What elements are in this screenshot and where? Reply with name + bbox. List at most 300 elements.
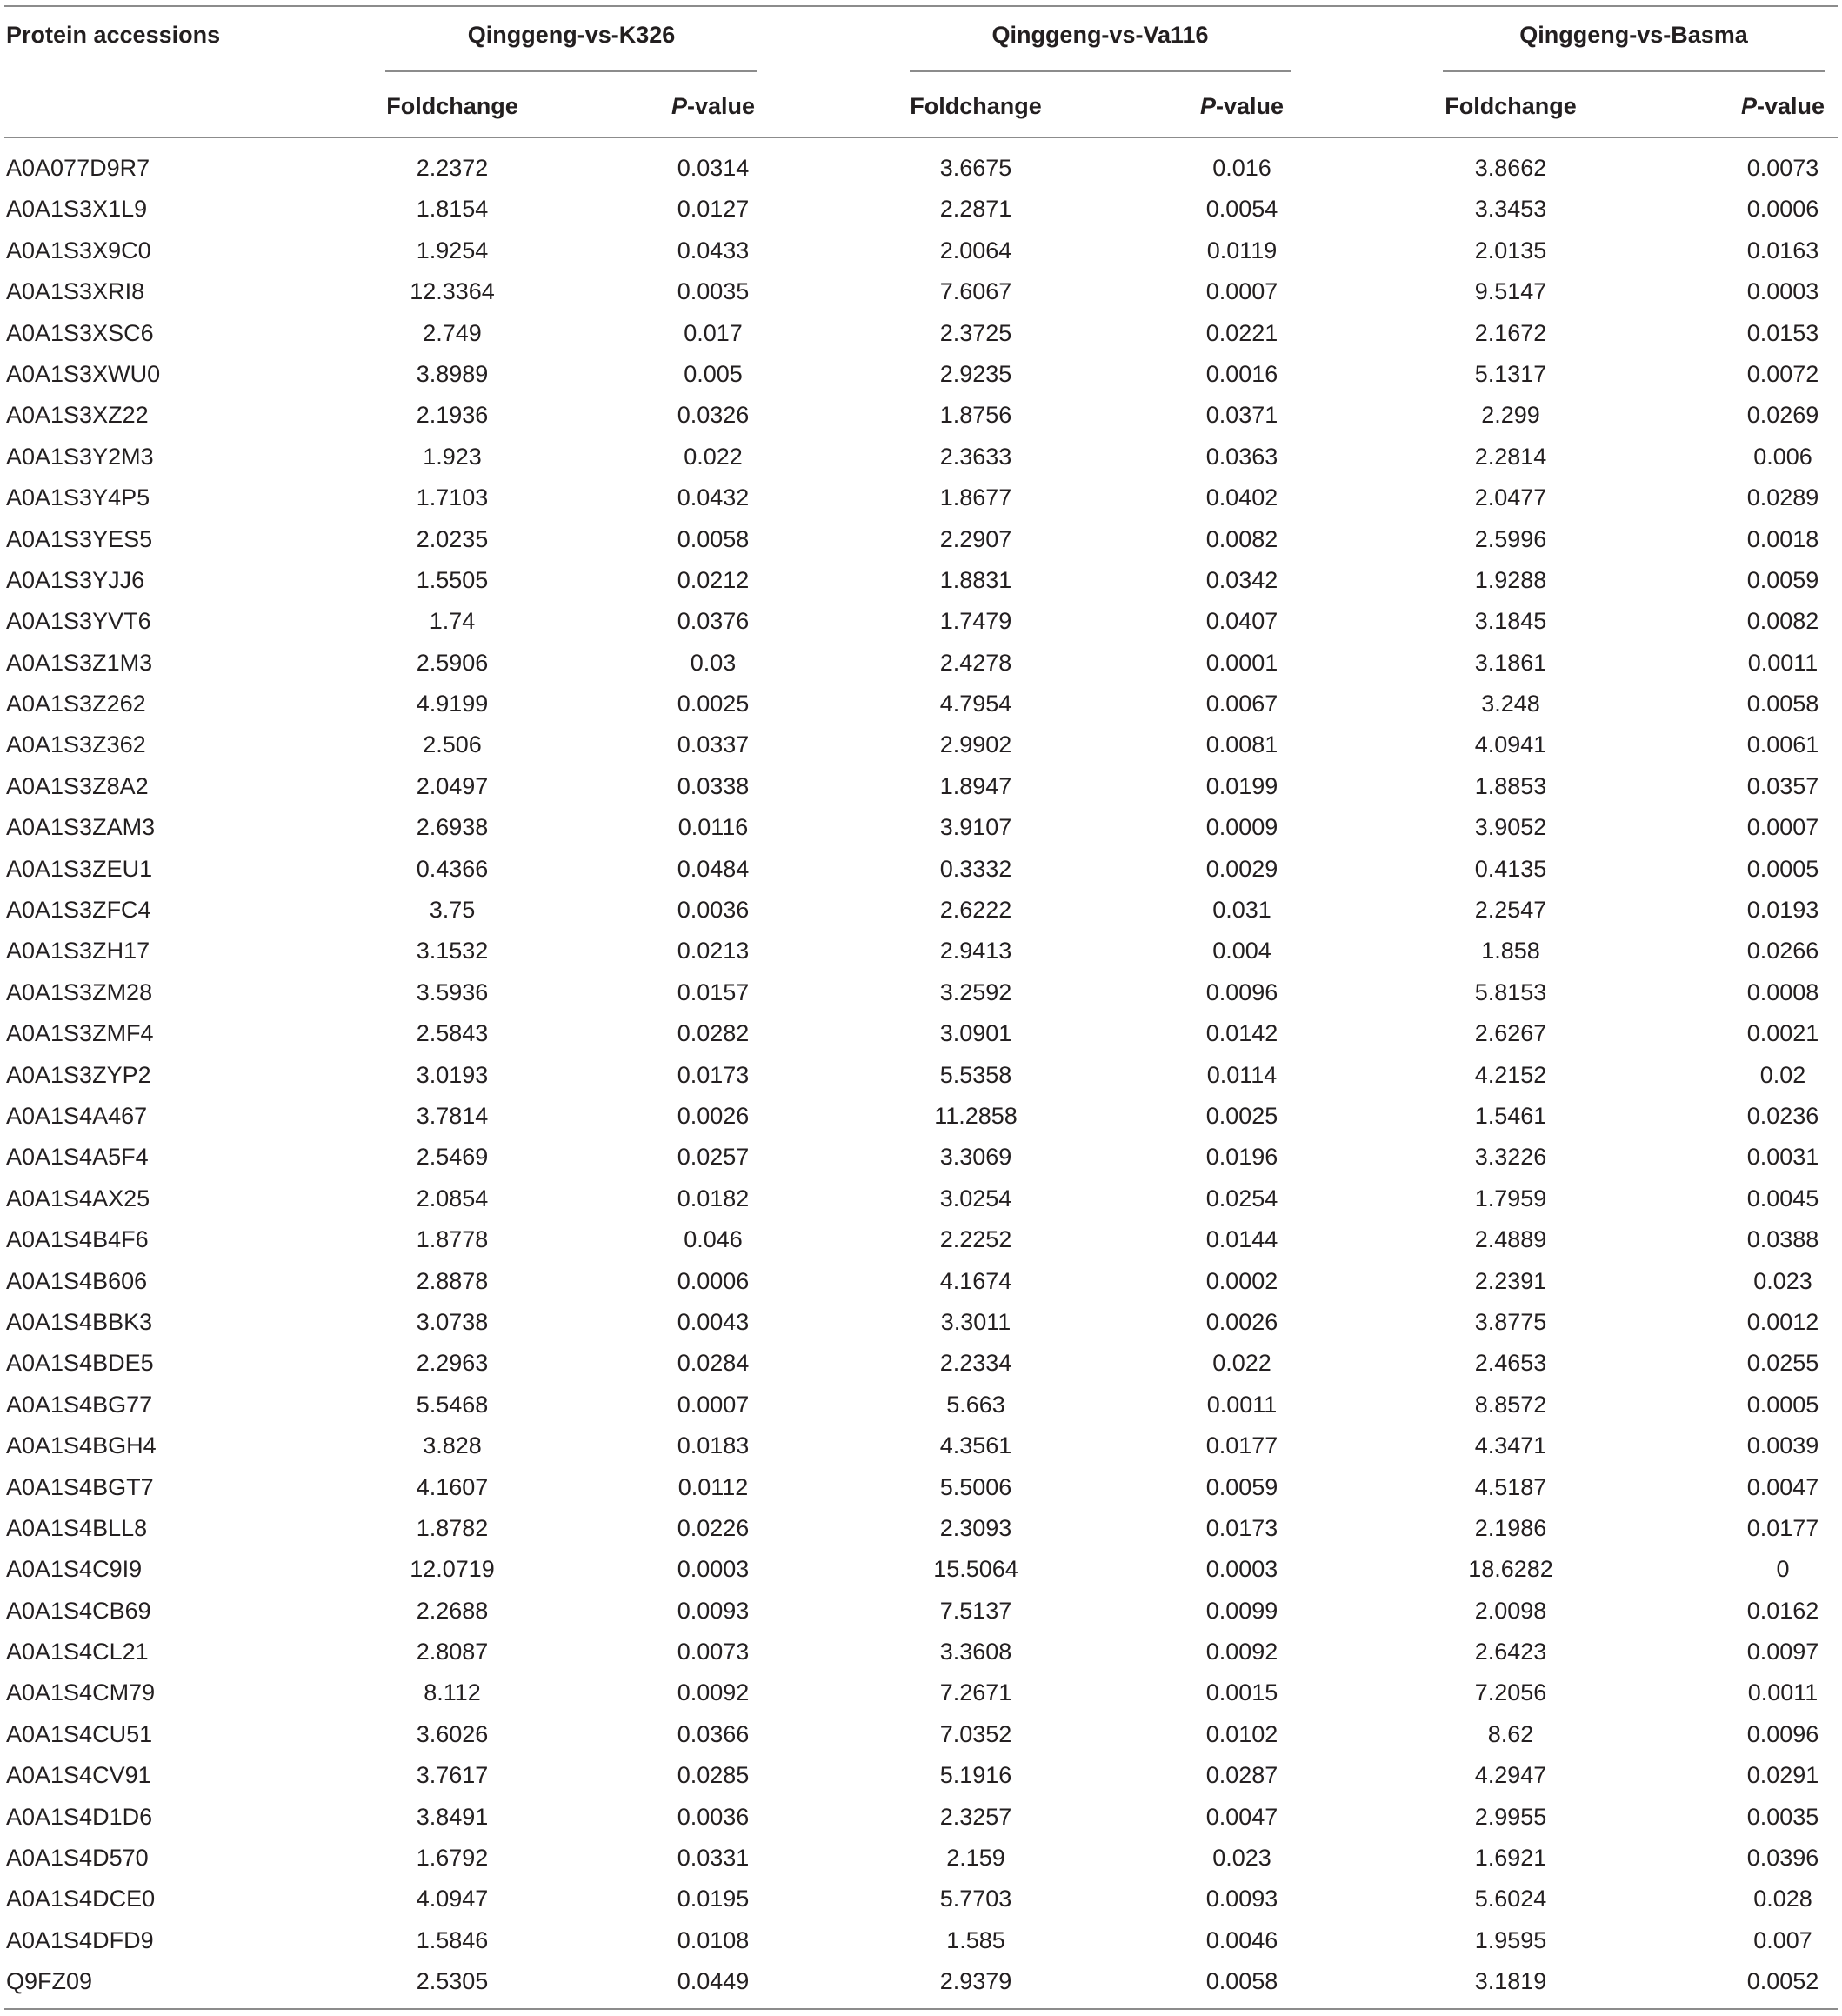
foldchange-k326-cell: 2.1936	[416, 402, 489, 429]
pvalue-suffix: -value	[1756, 93, 1825, 119]
group-rule-va116	[910, 70, 1291, 72]
foldchange-k326-cell: 3.0193	[416, 1061, 489, 1088]
foldchange-k326-cell: 3.828	[423, 1432, 482, 1459]
pvalue-k326-cell: 0.0173	[677, 1061, 750, 1088]
pvalue-k326-cell: 0.0058	[677, 525, 750, 552]
foldchange-va116-cell: 2.9413	[939, 938, 1012, 965]
foldchange-va116-cell: 7.6067	[939, 278, 1012, 305]
pvalue-k326-cell: 0.0212	[677, 566, 750, 593]
pvalue-k326-cell: 0.0257	[677, 1144, 750, 1171]
foldchange-k326-cell: 5.5468	[416, 1391, 489, 1418]
foldchange-va116-cell: 2.0064	[939, 237, 1012, 264]
pvalue-k326-cell: 0.0157	[677, 978, 750, 1005]
pvalue-basma-cell: 0.0289	[1746, 484, 1819, 511]
pvalue-va116-cell: 0.004	[1212, 938, 1271, 965]
pvalue-basma-cell: 0.0047	[1746, 1473, 1819, 1500]
pvalue-va116-cell: 0.0047	[1205, 1803, 1278, 1830]
accession-cell: A0A1S4CU51	[6, 1720, 153, 1747]
foldchange-basma-cell: 1.9595	[1474, 1926, 1547, 1953]
pvalue-va116-cell: 0.0003	[1205, 1556, 1278, 1583]
pvalue-va116-cell: 0.0371	[1205, 402, 1278, 429]
accession-cell: A0A1S3YVT6	[6, 608, 151, 635]
pvalue-va116-cell: 0.023	[1212, 1845, 1271, 1872]
foldchange-basma-cell: 2.0098	[1474, 1597, 1547, 1624]
pvalue-basma-cell: 0.028	[1753, 1886, 1812, 1913]
pvalue-basma-cell: 0.0059	[1746, 566, 1819, 593]
foldchange-va116-cell: 1.8947	[939, 772, 1012, 799]
foldchange-k326-cell: 3.1532	[416, 938, 489, 965]
foldchange-k326-cell: 2.0854	[416, 1185, 489, 1212]
pvalue-italic-p: P	[671, 93, 687, 119]
pvalue-k326-cell: 0.0006	[677, 1267, 750, 1294]
pvalue-k326-cell: 0.0314	[677, 155, 750, 181]
accession-cell: Q9FZ09	[6, 1968, 93, 1995]
foldchange-va116-cell: 1.585	[946, 1926, 1005, 1953]
foldchange-va116-cell: 2.9235	[939, 360, 1012, 387]
foldchange-basma-cell: 2.6267	[1474, 1020, 1547, 1047]
pvalue-va116-cell: 0.0016	[1205, 360, 1278, 387]
pvalue-k326-cell: 0.0073	[677, 1639, 750, 1666]
pvalue-va116-cell: 0.0099	[1205, 1597, 1278, 1624]
pvalue-va116-cell: 0.0007	[1205, 278, 1278, 305]
foldchange-va116-cell: 3.3608	[939, 1639, 1012, 1666]
group-header-va116: Qinggeng-vs-Va116	[991, 22, 1209, 48]
pvalue-basma-cell: 0.0388	[1746, 1226, 1819, 1253]
foldchange-basma-cell: 2.1986	[1474, 1514, 1547, 1541]
pvalue-basma-cell: 0.007	[1753, 1926, 1812, 1953]
pvalue-k326-cell: 0.0025	[677, 691, 750, 718]
accession-cell: A0A1S4CM79	[6, 1679, 156, 1706]
foldchange-basma-cell: 2.4653	[1474, 1350, 1547, 1377]
foldchange-basma-cell: 8.8572	[1474, 1391, 1547, 1418]
pvalue-k326-cell: 0.0213	[677, 938, 750, 965]
pvalue-k326-cell: 0.005	[684, 360, 743, 387]
accession-cell: A0A1S3YES5	[6, 525, 153, 552]
pvalue-basma-cell: 0.0011	[1747, 1679, 1819, 1706]
pvalue-k326-cell: 0.0285	[677, 1762, 750, 1789]
table-row	[0, 560, 1842, 601]
foldchange-k326-cell: 2.0497	[416, 772, 489, 799]
accession-cell: A0A1S3ZMF4	[6, 1020, 154, 1047]
table-row	[0, 684, 1842, 724]
foldchange-basma-cell: 3.3453	[1474, 196, 1547, 223]
table-row	[0, 1755, 1842, 1796]
pvalue-italic-p: P	[1199, 93, 1216, 119]
pvalue-k326-cell: 0.0432	[677, 484, 750, 511]
pvalue-k326-cell: 0.0226	[677, 1514, 750, 1541]
foldchange-va116-cell: 5.5358	[939, 1061, 1012, 1088]
pvalue-k326-cell: 0.0331	[677, 1845, 750, 1872]
accession-cell: A0A1S4CB69	[6, 1597, 151, 1624]
foldchange-va116-cell: 2.4278	[939, 649, 1012, 676]
accession-cell: A0A1S3X1L9	[6, 196, 148, 223]
accession-cell: A0A1S3YJJ6	[6, 566, 145, 593]
foldchange-k326-cell: 12.0719	[410, 1556, 495, 1583]
foldchange-k326-cell: 1.8154	[416, 196, 489, 223]
foldchange-basma-cell: 4.5187	[1474, 1473, 1547, 1500]
pvalue-basma-cell: 0.0021	[1746, 1020, 1819, 1047]
foldchange-va116-cell: 2.159	[946, 1845, 1005, 1872]
table-row	[0, 1714, 1842, 1755]
foldchange-va116-cell: 3.6675	[939, 155, 1012, 181]
pvalue-basma-cell: 0.0163	[1746, 237, 1819, 264]
table-row	[0, 230, 1842, 271]
table-row	[0, 766, 1842, 807]
pvalue-va116-cell: 0.0092	[1205, 1639, 1278, 1666]
pvalue-k326-cell: 0.0108	[677, 1926, 750, 1953]
foldchange-header-basma: Foldchange	[1445, 93, 1577, 119]
pvalue-va116-cell: 0.031	[1212, 897, 1271, 924]
foldchange-k326-cell: 3.8989	[416, 360, 489, 387]
table-row	[0, 477, 1842, 518]
table-row	[0, 1549, 1842, 1590]
foldchange-va116-cell: 2.3257	[939, 1803, 1012, 1830]
foldchange-basma-cell: 3.9052	[1474, 814, 1547, 841]
foldchange-basma-cell: 2.2391	[1474, 1267, 1547, 1294]
table-row	[0, 1920, 1842, 1961]
foldchange-va116-cell: 3.2592	[939, 978, 1012, 1005]
pvalue-k326-cell: 0.0007	[677, 1391, 750, 1418]
foldchange-va116-cell: 2.2907	[939, 525, 1012, 552]
foldchange-basma-cell: 2.9955	[1474, 1803, 1547, 1830]
accession-cell: A0A1S3ZM28	[6, 978, 153, 1005]
pvalue-k326-cell: 0.022	[684, 443, 743, 470]
pvalue-basma-cell: 0.0006	[1746, 196, 1819, 223]
accession-cell: A0A1S4CL21	[6, 1639, 149, 1666]
pvalue-basma-cell: 0.0082	[1746, 608, 1819, 635]
foldchange-basma-cell: 2.1672	[1474, 319, 1547, 346]
foldchange-k326-cell: 2.8087	[416, 1639, 489, 1666]
pvalue-k326-cell: 0.0449	[677, 1968, 750, 1995]
foldchange-k326-cell: 2.5469	[416, 1144, 489, 1171]
pvalue-k326-cell: 0.0093	[677, 1597, 750, 1624]
pvalue-basma-cell: 0.0236	[1746, 1102, 1819, 1129]
foldchange-va116-cell: 3.9107	[939, 814, 1012, 841]
table-row	[0, 1591, 1842, 1632]
foldchange-basma-cell: 5.6024	[1474, 1886, 1547, 1913]
group-rule-basma	[1443, 70, 1825, 72]
pvalue-va116-cell: 0.0096	[1205, 978, 1278, 1005]
pvalue-basma-cell: 0.0269	[1746, 402, 1819, 429]
pvalue-basma-cell: 0.0011	[1747, 649, 1819, 676]
accession-cell: A0A1S4D570	[6, 1845, 149, 1872]
accession-cell: A0A1S4B4F6	[6, 1226, 149, 1253]
foldchange-va116-cell: 5.663	[946, 1391, 1005, 1418]
foldchange-k326-cell: 2.0235	[416, 525, 489, 552]
pvalue-va116-cell: 0.016	[1212, 155, 1271, 181]
foldchange-k326-cell: 3.8491	[416, 1803, 489, 1830]
foldchange-basma-cell: 5.1317	[1474, 360, 1547, 387]
table-row	[0, 601, 1842, 642]
pvalue-va116-cell: 0.0001	[1205, 649, 1278, 676]
table-row	[0, 313, 1842, 354]
table-row	[0, 1632, 1842, 1672]
pvalue-va116-cell: 0.0093	[1205, 1886, 1278, 1913]
accession-cell: A0A1S4DFD9	[6, 1926, 154, 1953]
foldchange-basma-cell: 5.8153	[1474, 978, 1547, 1005]
foldchange-va116-cell: 2.3093	[939, 1514, 1012, 1541]
foldchange-basma-cell: 3.1861	[1474, 649, 1547, 676]
accession-cell: A0A1S4BGH4	[6, 1432, 157, 1459]
pvalue-k326-cell: 0.0433	[677, 237, 750, 264]
foldchange-k326-cell: 2.5906	[416, 649, 489, 676]
pvalue-basma-cell: 0.006	[1753, 443, 1812, 470]
pvalue-header-basma	[1696, 91, 1842, 121]
accession-cell: A0A1S3ZEU1	[6, 855, 153, 882]
pvalue-basma-cell: 0.0018	[1746, 525, 1819, 552]
pvalue-basma-cell: 0.0097	[1746, 1639, 1819, 1666]
accession-cell: A0A1S3Z1M3	[6, 649, 153, 676]
pvalue-basma-cell: 0.0012	[1746, 1308, 1819, 1335]
table-row	[0, 1961, 1842, 2002]
pvalue-va116-cell: 0.0363	[1205, 443, 1278, 470]
table-row	[0, 1508, 1842, 1549]
foldchange-basma-cell: 0.4135	[1474, 855, 1547, 882]
pvalue-va116-cell: 0.0173	[1205, 1514, 1278, 1541]
pvalue-k326-cell: 0.0036	[677, 897, 750, 924]
pvalue-va116-cell: 0.0144	[1205, 1226, 1278, 1253]
foldchange-k326-cell: 2.6938	[416, 814, 489, 841]
pvalue-k326-cell: 0.0116	[677, 814, 749, 841]
pvalue-basma-cell: 0.0035	[1746, 1803, 1819, 1830]
foldchange-va116-cell: 11.2858	[934, 1102, 1018, 1129]
foldchange-va116-cell: 3.0254	[939, 1185, 1012, 1212]
foldchange-basma-cell: 2.5996	[1474, 525, 1547, 552]
foldchange-k326-cell: 0.4366	[416, 855, 489, 882]
foldchange-k326-cell: 1.6792	[416, 1845, 489, 1872]
accession-cell: A0A1S3Z8A2	[6, 772, 149, 799]
table-row	[0, 1467, 1842, 1508]
pvalue-k326-cell: 0.0127	[677, 196, 750, 223]
foldchange-basma-cell: 3.8775	[1474, 1308, 1547, 1335]
pvalue-basma-cell: 0.0008	[1746, 978, 1819, 1005]
foldchange-header-va116: Foldchange	[910, 93, 1042, 119]
pvalue-basma-cell: 0.0003	[1746, 278, 1819, 305]
foldchange-k326-cell: 2.8878	[416, 1267, 489, 1294]
accession-cell: A0A1S3XWU0	[6, 360, 161, 387]
accession-cell: A0A1S3XSC6	[6, 319, 154, 346]
table-row	[0, 1343, 1842, 1384]
table-bottom-rule	[4, 2008, 1838, 2010]
table-row	[0, 807, 1842, 848]
accession-cell: A0A1S4BGT7	[6, 1473, 154, 1500]
pvalue-va116-cell: 0.0002	[1205, 1267, 1278, 1294]
pvalue-va116-cell: 0.0407	[1205, 608, 1278, 635]
table-row	[0, 890, 1842, 931]
pvalue-basma-cell: 0.0396	[1746, 1845, 1819, 1872]
foldchange-basma-cell: 8.62	[1487, 1720, 1534, 1747]
group-header-basma: Qinggeng-vs-Basma	[1519, 22, 1748, 48]
foldchange-basma-cell: 2.299	[1481, 402, 1540, 429]
foldchange-basma-cell: 3.248	[1481, 691, 1540, 718]
accession-cell: A0A1S4A5F4	[6, 1144, 149, 1171]
pvalue-basma-cell: 0.0045	[1746, 1185, 1819, 1212]
foldchange-k326-cell: 3.75	[429, 897, 476, 924]
foldchange-k326-cell: 1.8782	[416, 1514, 489, 1541]
table-row	[0, 1385, 1842, 1425]
pvalue-va116-cell: 0.0287	[1205, 1762, 1278, 1789]
pvalue-va116-cell: 0.0046	[1205, 1926, 1278, 1953]
pvalue-k326-cell: 0.017	[684, 319, 743, 346]
accession-cell: A0A1S4BDE5	[6, 1350, 154, 1377]
pvalue-k326-cell: 0.0092	[677, 1679, 750, 1706]
table-row	[0, 1879, 1842, 1919]
foldchange-basma-cell: 3.8662	[1474, 155, 1547, 181]
table-row	[0, 972, 1842, 1013]
pvalue-basma-cell: 0.0005	[1746, 1391, 1819, 1418]
foldchange-k326-cell: 1.923	[423, 443, 482, 470]
accession-cell: A0A1S3ZAM3	[6, 814, 156, 841]
pvalue-basma-cell: 0	[1776, 1556, 1790, 1583]
table-row	[0, 271, 1842, 312]
foldchange-va116-cell: 3.3011	[940, 1308, 1011, 1335]
pvalue-basma-cell: 0.0357	[1746, 772, 1819, 799]
accession-cell: A0A1S4AX25	[6, 1185, 150, 1212]
pvalue-va116-cell: 0.0102	[1205, 1720, 1278, 1747]
foldchange-va116-cell: 2.9902	[939, 731, 1012, 758]
foldchange-basma-cell: 4.3471	[1474, 1432, 1547, 1459]
foldchange-va116-cell: 4.7954	[939, 691, 1012, 718]
accession-cell: A0A1S4BBK3	[6, 1308, 153, 1335]
accession-cell: A0A1S3Z362	[6, 731, 146, 758]
pvalue-basma-cell: 0.0193	[1746, 897, 1819, 924]
foldchange-k326-cell: 4.1607	[416, 1473, 489, 1500]
pvalue-basma-cell: 0.0153	[1746, 319, 1819, 346]
pvalue-basma-cell: 0.0177	[1746, 1514, 1819, 1541]
accession-cell: A0A1S3XRI8	[6, 278, 145, 305]
foldchange-basma-cell: 3.3226	[1474, 1144, 1547, 1171]
accession-cell: A0A1S3Y4P5	[6, 484, 150, 511]
pvalue-va116-cell: 0.0059	[1205, 1473, 1278, 1500]
accession-cell: A0A1S3ZH17	[6, 938, 150, 965]
foldchange-basma-cell: 18.6282	[1468, 1556, 1553, 1583]
foldchange-basma-cell: 2.0477	[1474, 484, 1547, 511]
pvalue-basma-cell: 0.0058	[1746, 691, 1819, 718]
pvalue-basma-cell: 0.023	[1753, 1267, 1812, 1294]
foldchange-basma-cell: 4.0941	[1474, 731, 1547, 758]
pvalue-basma-cell: 0.0266	[1746, 938, 1819, 965]
pvalue-suffix: -value	[686, 93, 756, 119]
table-row	[0, 1425, 1842, 1466]
pvalue-k326-cell: 0.0366	[677, 1720, 750, 1747]
pvalue-basma-cell: 0.0073	[1746, 155, 1819, 181]
pvalue-va116-cell: 0.0342	[1205, 566, 1278, 593]
table-top-rule	[4, 5, 1838, 7]
accession-cell: A0A1S3X9C0	[6, 237, 151, 264]
table-row	[0, 1302, 1842, 1343]
foldchange-k326-cell: 4.0947	[416, 1886, 489, 1913]
foldchange-k326-cell: 2.2963	[416, 1350, 489, 1377]
accession-cell: A0A077D9R7	[6, 155, 150, 181]
pvalue-k326-cell: 0.0026	[677, 1102, 750, 1129]
accession-cell: A0A1S3ZYP2	[6, 1061, 151, 1088]
pvalue-k326-cell: 0.0337	[677, 731, 750, 758]
foldchange-k326-cell: 1.5505	[416, 566, 489, 593]
foldchange-va116-cell: 4.1674	[939, 1267, 1012, 1294]
table-row	[0, 1096, 1842, 1137]
foldchange-k326-cell: 3.7814	[416, 1102, 489, 1129]
pvalue-va116-cell: 0.0082	[1205, 525, 1278, 552]
group-header-k326: Qinggeng-vs-K326	[467, 22, 676, 48]
pvalue-va116-cell: 0.022	[1212, 1350, 1271, 1377]
foldchange-va116-cell: 2.6222	[939, 897, 1012, 924]
table-row	[0, 1672, 1842, 1713]
pvalue-basma-cell: 0.0291	[1746, 1762, 1819, 1789]
foldchange-va116-cell: 4.3561	[939, 1432, 1012, 1459]
foldchange-va116-cell: 1.8677	[939, 484, 1012, 511]
foldchange-basma-cell: 9.5147	[1474, 278, 1547, 305]
foldchange-basma-cell: 2.6423	[1474, 1639, 1547, 1666]
table-row	[0, 931, 1842, 971]
foldchange-va116-cell: 5.1916	[939, 1762, 1012, 1789]
foldchange-basma-cell: 7.2056	[1474, 1679, 1547, 1706]
pvalue-k326-cell: 0.046	[684, 1226, 743, 1253]
foldchange-k326-cell: 1.8778	[416, 1226, 489, 1253]
pvalue-va116-cell: 0.0142	[1205, 1020, 1278, 1047]
pvalue-va116-cell: 0.0015	[1205, 1679, 1278, 1706]
accession-cell: A0A1S4A467	[6, 1102, 148, 1129]
table-row	[0, 1261, 1842, 1302]
accession-cell: A0A1S4D1D6	[6, 1803, 153, 1830]
table-row	[0, 519, 1842, 560]
foldchange-va116-cell: 2.2334	[939, 1350, 1012, 1377]
pvalue-va116-cell: 0.0221	[1205, 319, 1278, 346]
foldchange-k326-cell: 2.506	[423, 731, 482, 758]
table-row	[0, 148, 1842, 189]
pvalue-va116-cell: 0.0025	[1205, 1102, 1278, 1129]
foldchange-va116-cell: 1.7479	[939, 608, 1012, 635]
pvalue-k326-cell: 0.0195	[677, 1886, 750, 1913]
pvalue-italic-p: P	[1740, 93, 1757, 119]
accession-column-header: Protein accessions	[6, 22, 221, 48]
accession-cell: A0A1S4BLL8	[6, 1514, 148, 1541]
pvalue-k326-cell: 0.0376	[677, 608, 750, 635]
pvalue-k326-cell: 0.03	[690, 649, 737, 676]
foldchange-va116-cell: 0.3332	[939, 855, 1012, 882]
table-row	[0, 643, 1842, 684]
pvalue-va116-cell: 0.0054	[1205, 196, 1278, 223]
pvalue-va116-cell: 0.0058	[1205, 1968, 1278, 1995]
accession-cell: A0A1S4C9I9	[6, 1556, 143, 1583]
foldchange-k326-cell: 2.2688	[416, 1597, 489, 1624]
table-row	[0, 1013, 1842, 1054]
foldchange-basma-cell: 1.7959	[1474, 1185, 1547, 1212]
foldchange-k326-cell: 3.0738	[416, 1308, 489, 1335]
foldchange-basma-cell: 1.9288	[1474, 566, 1547, 593]
pvalue-basma-cell: 0.0052	[1746, 1968, 1819, 1995]
pvalue-va116-cell: 0.0067	[1205, 691, 1278, 718]
pvalue-k326-cell: 0.0112	[677, 1473, 749, 1500]
accession-cell: A0A1S3Z262	[6, 691, 146, 718]
pvalue-k326-cell: 0.0043	[677, 1308, 750, 1335]
pvalue-header-va116	[1155, 91, 1329, 121]
table-row	[0, 849, 1842, 890]
table-row	[0, 1178, 1842, 1219]
foldchange-basma-cell: 1.858	[1481, 938, 1540, 965]
foldchange-va116-cell: 1.8756	[939, 402, 1012, 429]
foldchange-va116-cell: 5.7703	[939, 1886, 1012, 1913]
pvalue-header-k326	[626, 91, 800, 121]
foldchange-k326-cell: 2.2372	[416, 155, 489, 181]
foldchange-k326-cell: 1.7103	[416, 484, 489, 511]
foldchange-basma-cell: 1.5461	[1474, 1102, 1547, 1129]
pvalue-k326-cell: 0.0003	[677, 1556, 750, 1583]
pvalue-basma-cell: 0.0005	[1746, 855, 1819, 882]
pvalue-basma-cell: 0.0255	[1746, 1350, 1819, 1377]
pvalue-va116-cell: 0.0114	[1206, 1061, 1278, 1088]
pvalue-va116-cell: 0.0402	[1205, 484, 1278, 511]
pvalue-basma-cell: 0.0096	[1746, 1720, 1819, 1747]
